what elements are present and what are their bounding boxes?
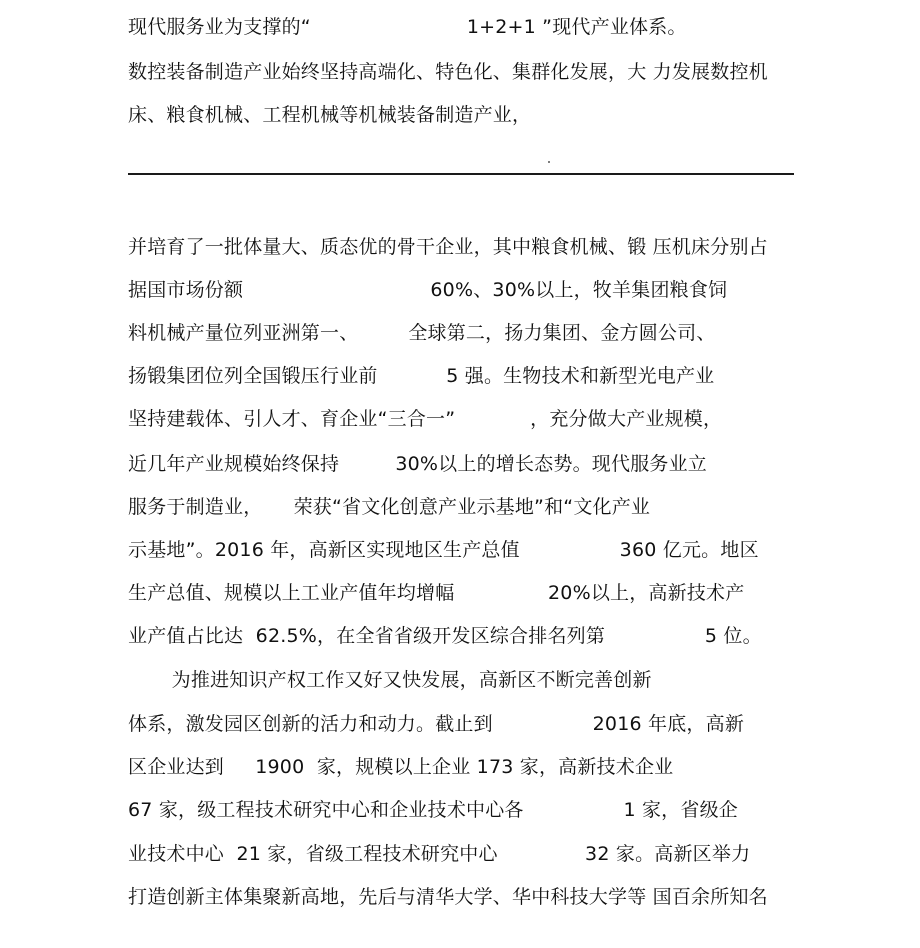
body-line: 近几年产业规模始终保持 30%以上的增长态势。现代服务业立 [128,453,707,475]
body-line: 业产值占比达 62.5%，在全省省级开发区综合排名列第 5 位。 [128,625,762,647]
body-line: 打造创新主体集聚新高地，先后与清华大学、华中科技大学等 国百余所知名 [128,886,768,908]
top-line-3: 床、粮食机械、工程机械等机械装备制造产业， [128,104,532,126]
body-line: 据国市场份额 60%、30%以上，牧羊集团粮食饲 [128,279,728,301]
body-line: 坚持建载体、引人才、育企业“三合一” ，充分做大产业规模， [128,408,723,430]
horizontal-rule [128,173,794,175]
body-line: 扬锻集团位列全国锻压行业前 5 强。生物技术和新型光电产业 [128,365,715,387]
scan-dot [548,161,550,163]
body-line: 区企业达到 1900 家，规模以上企业 173 家，高新技术企业 [128,756,674,778]
body-line: 为推进知识产权工作又好又快发展，高新区不断完善创新 [128,669,652,691]
body-line: 67 家，级工程技术研究中心和企业技术中心各 1 家，省级企 [128,799,738,821]
body-line: 示基地”。2016 年，高新区实现地区生产总值 360 亿元。地区 [128,539,759,561]
top-line-1: 现代服务业为支撑的“ 1+2+1 ”现代产业体系。 [128,16,687,38]
top-line-2: 数控装备制造产业始终坚持高端化、特色化、集群化发展，大 力发展数控机 [128,61,768,83]
body-line: 体系，激发园区创新的活力和动力。截止到 2016 年底，高新 [128,713,745,735]
body-line: 并培育了一批体量大、质态优的骨干企业，其中粮食机械、锻 压机床分别占 [128,236,768,258]
body-line: 业技术中心 21 家，省级工程技术研究中心 32 家。高新区举力 [128,843,751,865]
body-line: 料机械产量位列亚洲第一、 全球第二，扬力集团、金方圆公司、 [128,322,716,344]
body-line: 生产总值、规模以上工业产值年均增幅 20%以上，高新技术产 [128,582,745,604]
body-line: 服务于制造业， 荣获“省文化创意产业示基地”和“文化产业 [128,496,651,518]
